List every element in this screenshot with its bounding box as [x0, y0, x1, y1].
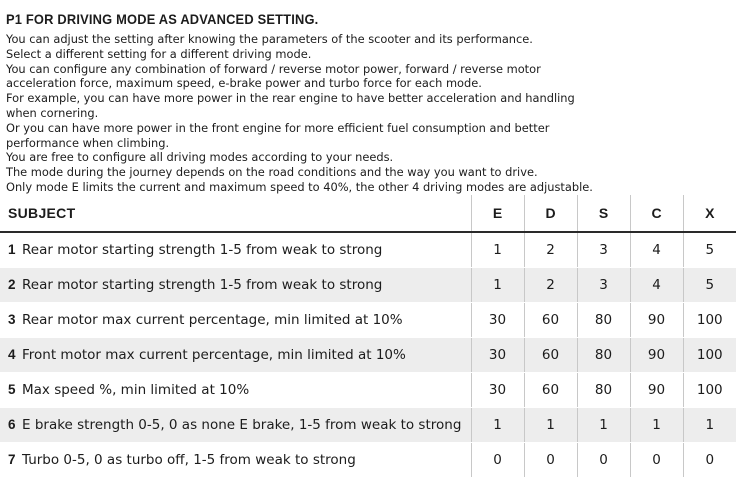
cell-mode-d: 60	[524, 303, 577, 338]
cell-mode-c: 0	[630, 443, 683, 478]
cell-mode-x: 5	[683, 232, 736, 268]
cell-mode-e: 30	[471, 373, 524, 408]
row-subject	[0, 268, 471, 303]
column-header-mode-e: E	[471, 195, 524, 232]
row-number: 4	[8, 347, 16, 362]
table-row	[0, 408, 736, 443]
cell-mode-c: 90	[630, 303, 683, 338]
cell-mode-s: 3	[577, 268, 630, 303]
cell-mode-c: 4	[630, 232, 683, 268]
cell-mode-e: 0	[471, 443, 524, 478]
intro-line: acceleration force, maximum speed, e-brake power and turbo force for each mode.	[6, 76, 482, 91]
cell-mode-x: 0	[683, 443, 736, 478]
cell-mode-d: 2	[524, 232, 577, 268]
cell-mode-d: 0	[524, 443, 577, 478]
intro-line: when cornering.	[6, 105, 99, 120]
intro-line: Only mode E limits the current and maximum speed to 40%, the other 4 driving modes are adjustable.	[6, 179, 593, 194]
cell-mode-d: 2	[524, 268, 577, 303]
table-row	[0, 373, 736, 408]
row-number: 7	[8, 452, 16, 467]
cell-mode-s: 80	[577, 303, 630, 338]
intro-text	[6, 32, 738, 195]
cell-mode-c: 1	[630, 408, 683, 443]
cell-mode-x: 100	[683, 373, 736, 408]
intro-line: Or you can have more power in the front engine for more efficient fuel consumption and better	[6, 120, 550, 135]
cell-mode-d: 1	[524, 408, 577, 443]
row-label: Rear motor max current percentage, min limited at 10%	[22, 312, 403, 328]
section-heading: P1 FOR DRIVING MODE AS ADVANCED SETTING.	[6, 11, 319, 27]
row-number: 5	[8, 382, 16, 397]
cell-mode-e: 1	[471, 232, 524, 268]
intro-line: You can configure any combination of forward / reverse motor power, forward / reverse motor	[6, 61, 541, 76]
intro-line: For example, you can have more power in the rear engine to have better acceleration and handling	[6, 91, 575, 106]
row-label: E brake strength 0-5, 0 as none E brake, 1-5 from weak to strong	[22, 417, 462, 433]
driving-mode-table	[0, 195, 736, 478]
column-header-subject: SUBJECT	[0, 195, 471, 232]
cell-mode-s: 80	[577, 373, 630, 408]
cell-mode-s: 80	[577, 338, 630, 373]
cell-mode-d: 60	[524, 373, 577, 408]
column-header-mode-c: C	[630, 195, 683, 232]
row-subject	[0, 232, 471, 268]
cell-mode-s: 3	[577, 232, 630, 268]
table-row	[0, 303, 736, 338]
cell-mode-x: 100	[683, 338, 736, 373]
row-number: 1	[8, 242, 16, 257]
cell-mode-e: 30	[471, 338, 524, 373]
intro-line: You are free to configure all driving modes according to your needs.	[6, 150, 394, 165]
row-subject	[0, 443, 471, 478]
cell-mode-x: 1	[683, 408, 736, 443]
intro-line: The mode during the journey depends on the road conditions and the way you want to drive.	[6, 165, 538, 180]
row-label: Front motor max current percentage, min limited at 10%	[22, 347, 406, 363]
intro-line: performance when climbing.	[6, 135, 170, 150]
cell-mode-d: 60	[524, 338, 577, 373]
table-row	[0, 268, 736, 303]
cell-mode-s: 1	[577, 408, 630, 443]
row-number: 6	[8, 417, 16, 432]
cell-mode-e: 30	[471, 303, 524, 338]
cell-mode-s: 0	[577, 443, 630, 478]
intro-line: Select a different setting for a different driving mode.	[6, 46, 312, 61]
table-row	[0, 338, 736, 373]
manual-page	[6, 10, 738, 195]
column-header-mode-x: X	[683, 195, 736, 232]
row-subject	[0, 373, 471, 408]
row-subject	[0, 408, 471, 443]
row-label: Rear motor starting strength 1-5 from weak to strong	[22, 242, 383, 258]
row-label: Max speed %, min limited at 10%	[22, 382, 250, 398]
row-label: Rear motor starting strength 1-5 from weak to strong	[22, 277, 383, 293]
row-number: 3	[8, 312, 16, 327]
cell-mode-c: 4	[630, 268, 683, 303]
row-label: Turbo 0-5, 0 as turbo off, 1-5 from weak to strong	[22, 452, 356, 468]
cell-mode-e: 1	[471, 408, 524, 443]
table-header-row	[0, 195, 736, 232]
row-subject	[0, 303, 471, 338]
cell-mode-c: 90	[630, 338, 683, 373]
column-header-mode-s: S	[577, 195, 630, 232]
cell-mode-x: 100	[683, 303, 736, 338]
row-number: 2	[8, 277, 16, 292]
table-row	[0, 443, 736, 478]
column-header-mode-d: D	[524, 195, 577, 232]
cell-mode-e: 1	[471, 268, 524, 303]
cell-mode-c: 90	[630, 373, 683, 408]
row-subject	[0, 338, 471, 373]
intro-line: You can adjust the setting after knowing the parameters of the scooter and its performance.	[6, 32, 533, 46]
table-row	[0, 232, 736, 268]
cell-mode-x: 5	[683, 268, 736, 303]
